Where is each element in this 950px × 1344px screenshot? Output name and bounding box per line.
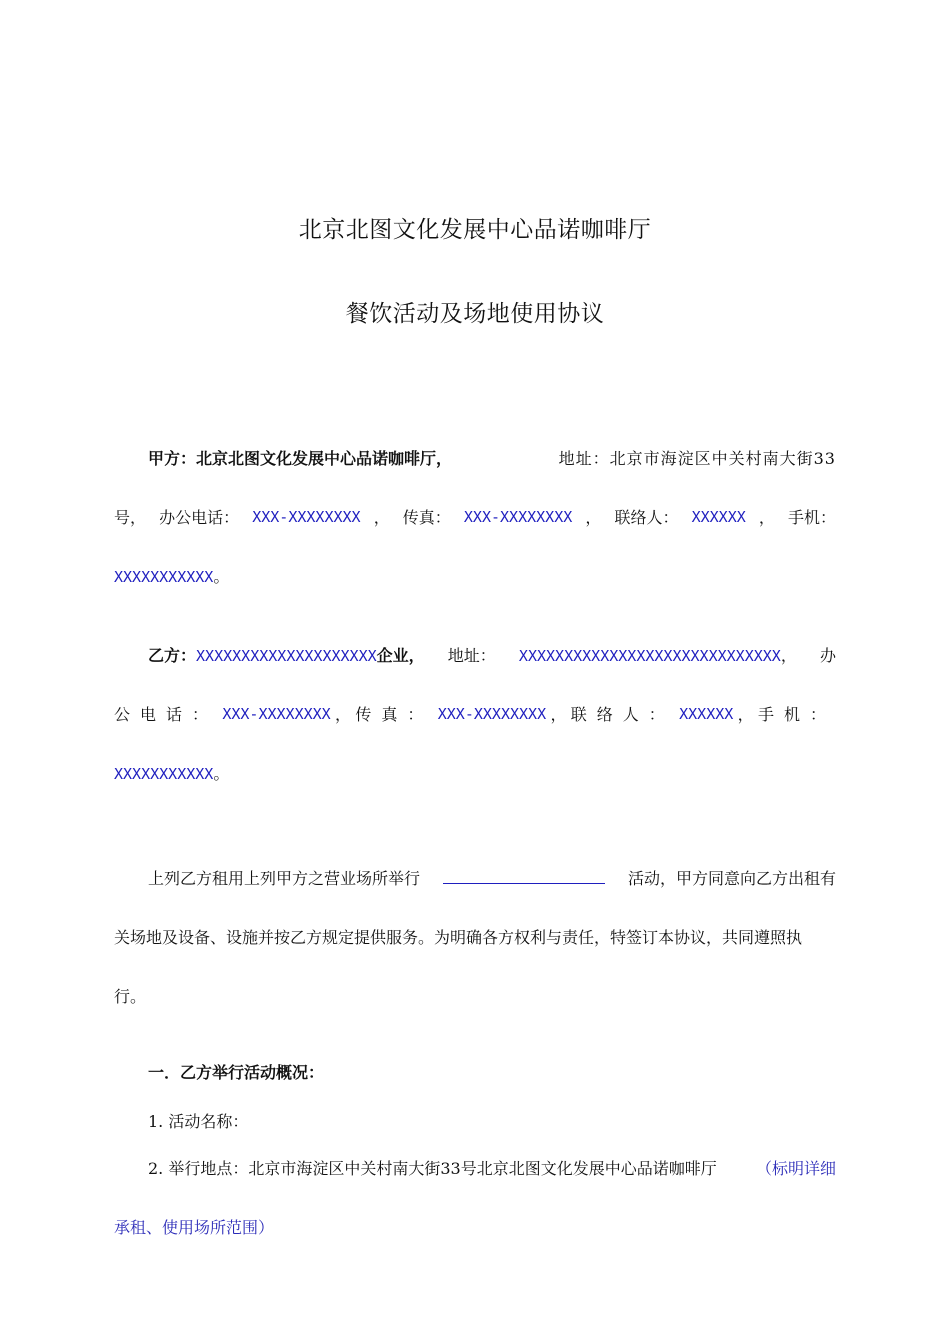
activity-name-blank[interactable]	[443, 865, 605, 884]
intro-text-1: 上列乙方租用上列甲方之营业场所举行	[148, 869, 421, 888]
party-b-office-phone: XXX-XXXXXXXX	[222, 705, 331, 723]
party-b-name: XXXXXXXXXXXXXXXXXXXX	[196, 647, 377, 665]
party-b-fax-label: 传真：	[355, 705, 434, 724]
punctuation: ，	[585, 508, 602, 527]
party-a-office-phone: XXX-XXXXXXXX	[252, 508, 361, 526]
punctuation: 。	[213, 567, 230, 586]
punctuation: ，	[335, 705, 352, 724]
party-a-office-phone-label: 办公电话：	[159, 508, 240, 527]
party-a-mobile-label: 手机：	[787, 508, 836, 527]
document-subtitle: 餐饮活动及场地使用协议	[345, 301, 605, 327]
party-b-fax: XXX-XXXXXXXX	[437, 705, 547, 723]
document-title: 北京北图文化发展中心品诺咖啡厅	[298, 217, 652, 243]
party-a-mobile: XXXXXXXXXXX	[114, 568, 214, 586]
party-b-address: XXXXXXXXXXXXXXXXXXXXXXXXXXXXX	[518, 647, 781, 665]
party-a-name: 北京北图文化发展中心品诺咖啡厅，	[196, 449, 453, 468]
venue-location: 2. 举行地点：北京市海淀区中关村南大街33号北京北图文化发展中心品诺咖啡厅	[148, 1159, 717, 1178]
punctuation: ，	[758, 508, 775, 527]
party-b-suffix: 企业，	[376, 646, 425, 665]
party-a-contact-label: 联络人：	[614, 508, 679, 527]
party-b-office-phone-label: 公电话：	[114, 705, 219, 724]
party-b-label: 乙方：	[148, 646, 197, 665]
intro-text-2: 活动，甲方同意向乙方出租有	[627, 869, 836, 888]
punctuation: ，	[373, 508, 390, 527]
punctuation: ，	[780, 646, 797, 665]
intro-line-2: 关场地及设备、设施并按乙方规定提供服务。为明确各方权利与责任，特签订本协议，共同遵照执	[114, 928, 803, 947]
intro-paragraph	[114, 864, 836, 1014]
party-a-address: 北京市海淀区中关村南大街33	[609, 449, 836, 468]
venue-note-start: （标明详细	[755, 1159, 836, 1178]
intro-line-1	[148, 864, 836, 893]
party-a-paragraph	[114, 444, 836, 594]
party-a-address-end: 号，	[114, 508, 147, 527]
party-b-address-label: 地址：	[447, 646, 496, 665]
party-a-line-3	[114, 562, 229, 591]
party-a-address-label: 地址：	[558, 449, 610, 468]
party-a-fax: XXX-XXXXXXXX	[463, 508, 573, 526]
party-b-contact-label: 联络人：	[570, 705, 675, 724]
party-b-paragraph	[114, 641, 836, 791]
punctuation: ，	[737, 705, 754, 724]
party-b-mobile: XXXXXXXXXXX	[114, 765, 214, 783]
intro-line-3: 行。	[114, 987, 147, 1006]
party-a-label: 甲方：	[148, 449, 197, 468]
party-b-line-1	[148, 641, 836, 670]
party-a-contact: XXXXXX	[691, 508, 746, 526]
party-b-line-2	[114, 700, 836, 729]
section-1-heading: 一．乙方举行活动概况：	[148, 1063, 325, 1082]
section-1	[114, 1058, 836, 1248]
party-b-contact: XXXXXX	[679, 705, 734, 723]
party-b-office-phone-label-start: 办	[819, 646, 836, 665]
section-1-item-1: 1. 活动名称：	[148, 1112, 249, 1131]
party-b-mobile-label: 手机：	[757, 705, 836, 724]
party-b-line-3	[114, 759, 229, 788]
venue-note-end: 承租、使用场所范围）	[114, 1218, 275, 1237]
section-1-item-2	[148, 1154, 836, 1183]
party-a-fax-label: 传真：	[402, 508, 451, 527]
party-a-line-1	[148, 444, 836, 473]
punctuation: 。	[213, 764, 230, 783]
party-a-line-2	[114, 503, 836, 532]
punctuation: ，	[550, 705, 567, 724]
